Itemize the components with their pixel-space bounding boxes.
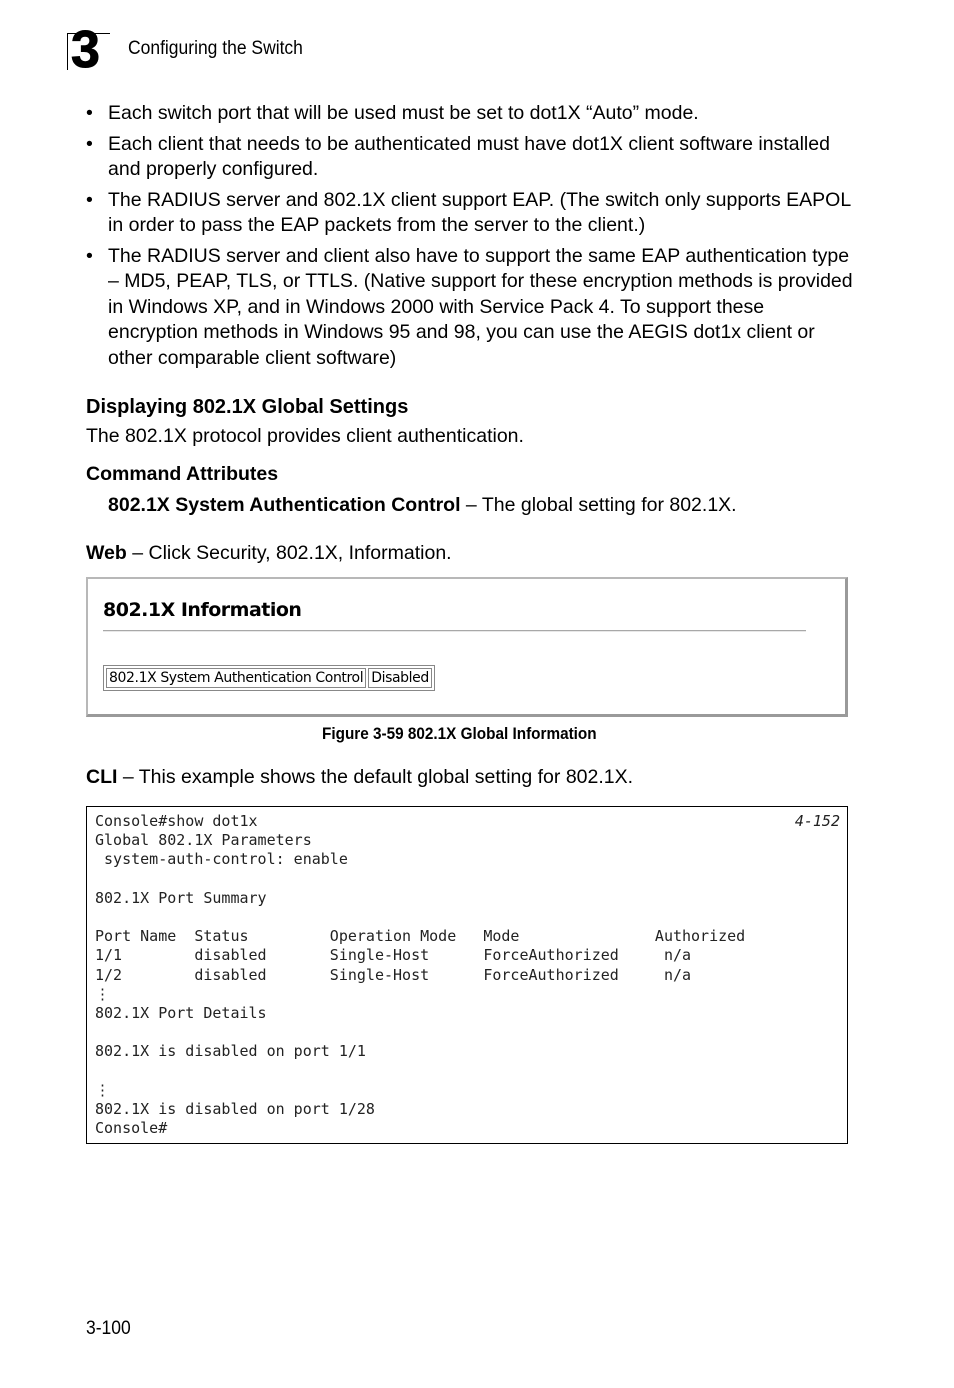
list-item-text: Each client that needs to be authenticated must have dot1X client software installed and properly configured. xyxy=(108,132,830,180)
field-value: Disabled xyxy=(368,668,432,688)
web-ui-screenshot xyxy=(86,577,848,717)
attribute-entry xyxy=(108,494,737,517)
page-number: 3-100 xyxy=(86,1318,131,1339)
list-item-text: Each switch port that will be used must be set to dot1X “Auto” mode. xyxy=(108,102,699,124)
list-item xyxy=(86,244,856,372)
requirements-list xyxy=(86,101,856,376)
section-heading: Displaying 802.1X Global Settings xyxy=(86,396,409,418)
page-reference: 4-152 xyxy=(794,812,840,830)
running-header: Configuring the Switch xyxy=(128,38,303,59)
code-block xyxy=(86,806,848,1144)
list-item-text: The RADIUS server and 802.1X client support EAP. (The switch only supports EAPOL in order to pass the EAP packets from the server to the client.) xyxy=(108,188,851,236)
chapter-number: 3 xyxy=(71,21,100,79)
bullet-icon: • xyxy=(86,188,93,211)
section-description: The 802.1X protocol provides client authentication. xyxy=(86,425,524,447)
list-item xyxy=(86,101,856,127)
console-output: Console#show dot1x Global 802.1X Parameters system-auth-control: enable 802.1X Port Summary Port Name Status Operation Mode Mode Authorized 1/1 disabled Single-Host ForceAuthorized n/a 1/2 disabled Single-Host ForceAuthorized n/a ⋮ 802.1X Port Details 802.1X is disabled on port 1/1 ⋮ 802.1X is disabled on port 1/28 Console# xyxy=(95,812,746,1138)
bullet-icon: • xyxy=(86,244,93,267)
web-text: – Click Security, 802.1X, Information. xyxy=(126,542,452,564)
panel-divider xyxy=(103,630,806,632)
cli-instruction xyxy=(86,766,633,789)
cli-label: CLI xyxy=(86,766,118,788)
settings-table xyxy=(103,665,435,691)
list-item xyxy=(86,132,856,183)
web-label: Web xyxy=(86,542,127,564)
attribute-description: – The global setting for 802.1X. xyxy=(460,494,737,516)
figure-caption: Figure 3-59 802.1X Global Information xyxy=(322,724,597,743)
attribute-name: 802.1X System Authentication Control xyxy=(108,494,461,516)
table-row xyxy=(106,668,432,688)
bullet-icon: • xyxy=(86,102,93,124)
bullet-icon: • xyxy=(86,132,93,155)
command-attributes-heading: Command Attributes xyxy=(86,463,279,485)
cli-text: – This example shows the default global setting for 802.1X. xyxy=(117,766,634,788)
field-label: 802.1X System Authentication Control xyxy=(106,668,366,688)
panel-title: 802.1X Information xyxy=(103,599,302,621)
web-instruction xyxy=(86,542,452,565)
list-item xyxy=(86,188,856,239)
list-item-text: The RADIUS server and client also have to support the same EAP authentication type – MD5, PEAP, TLS, or TTLS. (Native support for these encryption methods is provided in Windows XP, and in Windows 2000 with Service Pack 4. To support these encryption methods in Windows 95 and 98, you can use the AEGIS dot1x client or other comparable client software) xyxy=(108,244,853,369)
